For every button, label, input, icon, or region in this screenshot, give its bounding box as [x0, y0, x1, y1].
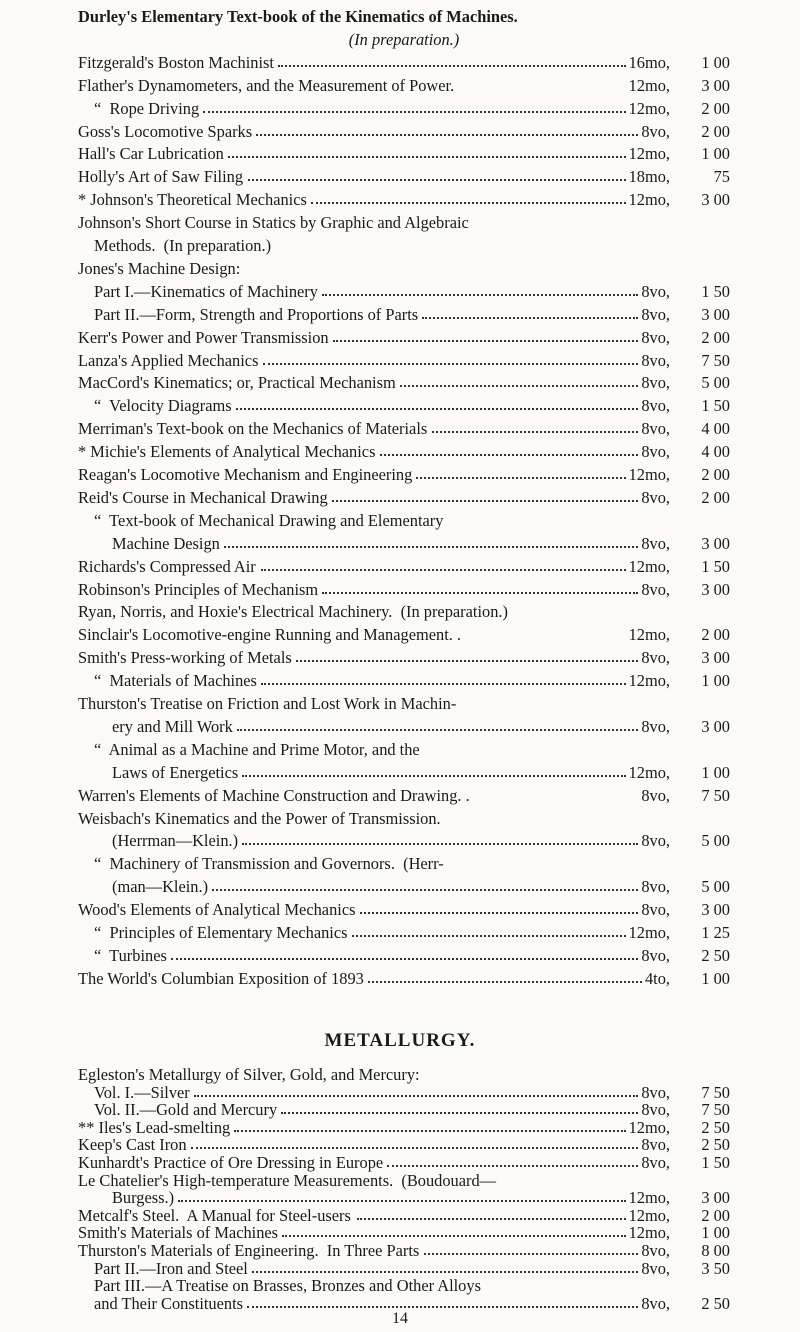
entry-title: Johnson's Short Course in Statics by Graphic and Algebraic: [78, 213, 469, 233]
entry-title: Part I.—Kinematics of Machinery: [94, 281, 318, 301]
dot-leader: [311, 202, 625, 204]
entry-format: 12mo,: [628, 1117, 670, 1137]
dot-leader: [368, 981, 642, 983]
entry-price: 3 00: [701, 579, 730, 599]
entry-title: “ Principles of Elementary Mechanics: [94, 923, 348, 942]
entry-price: 1 00: [701, 1223, 730, 1243]
dot-leader: [261, 569, 626, 571]
entry-format: 8vo,: [641, 1100, 670, 1120]
dot-leader: [252, 1271, 638, 1273]
entry-format: 8vo,: [641, 1082, 670, 1102]
section-heading-metallurgy: METALLURGY.: [324, 1030, 476, 1051]
dot-leader: [203, 111, 625, 113]
entry-format: 8vo,: [641, 533, 670, 553]
entry-format: 12mo,: [628, 556, 670, 576]
entry-format: 8vo,: [641, 487, 670, 507]
entry-title: Ryan, Norris, and Hoxie's Electrical Machinery. (In preparation.): [78, 602, 508, 622]
entry-title: The World's Columbian Exposition of 1893: [78, 968, 364, 988]
entry-price: 75: [713, 167, 730, 187]
entry-format: 12mo,: [628, 144, 670, 164]
entry-format: 12mo,: [628, 98, 670, 118]
entry-title: Hall's Car Lubrication: [78, 144, 224, 164]
entry-price: 2 00: [701, 98, 730, 118]
entry-title: ery and Mill Work: [112, 716, 233, 736]
entry-price: 2 00: [701, 465, 730, 484]
dot-leader: [234, 1130, 625, 1132]
dot-leader: [360, 912, 638, 914]
entry-price: 1 50: [701, 281, 730, 301]
dot-leader: [228, 156, 626, 158]
dot-leader: [236, 408, 638, 410]
dot-leader: [242, 843, 638, 845]
dot-leader: [191, 1147, 639, 1149]
entry-format: 8vo,: [641, 396, 670, 416]
entry-title: Part III.—A Treatise on Brasses, Bronzes and Other Alloys: [94, 1276, 481, 1296]
entry-title: Kerr's Power and Power Transmission: [78, 327, 329, 347]
entry-title: “ Turbines: [94, 945, 167, 965]
dot-leader: [242, 775, 625, 777]
entry-price: 1 50: [701, 1153, 730, 1172]
dot-leader: [171, 958, 638, 960]
dot-leader: [357, 1218, 626, 1220]
dot-leader: [322, 294, 638, 296]
entry-title: Wood's Elements of Analytical Mechanics: [78, 900, 356, 920]
entry-price: 1 00: [701, 671, 730, 691]
entry-format: 8vo,: [641, 1258, 670, 1278]
entry-price: 7 50: [701, 350, 730, 370]
entry-title: Merriman's Text-book on the Mechanics of Materials: [78, 419, 428, 439]
entry-title: Flather's Dynamometers, and the Measurement of Power.: [78, 75, 455, 95]
entry-format: 12mo,: [628, 671, 670, 691]
entry-format: 8vo,: [641, 716, 670, 736]
entry-format: 8vo,: [641, 648, 670, 668]
entry-title: ** Iles's Lead-smelting: [78, 1117, 231, 1137]
entry-format: 8vo,: [641, 281, 670, 301]
entry-format: 8vo,: [641, 579, 670, 599]
entry-price: 1 50: [701, 396, 730, 416]
entry-format: 12mo,: [628, 75, 670, 95]
entry-format: 8vo,: [641, 1135, 670, 1155]
entry-price: 5 00: [701, 831, 730, 851]
dot-leader: [422, 317, 638, 319]
entry-title: Part II.—Form, Strength and Proportions of Parts: [94, 304, 419, 324]
dot-leader: [247, 1306, 638, 1308]
entry-price: 1 25: [701, 923, 730, 942]
entry-title: Smith's Materials of Machines: [78, 1223, 279, 1243]
entry-format: 8vo,: [641, 1293, 670, 1313]
entry-format: 4to,: [644, 968, 670, 988]
entry-price: 5 00: [701, 877, 730, 897]
entry-price: 7 50: [701, 1082, 730, 1102]
entry-title: Metcalf's Steel. A Manual for Steel-users: [78, 1205, 351, 1225]
entry-format: 18mo,: [628, 167, 670, 187]
entry-price: 2 00: [701, 1205, 730, 1225]
entry-format: 12mo,: [628, 190, 670, 210]
entry-title: Reid's Course in Mechanical Drawing: [78, 487, 328, 507]
entry-title: Le Chatelier's High-temperature Measurements. (Boudouard—: [78, 1170, 497, 1190]
dot-leader: [261, 683, 626, 685]
entry-format: 16mo,: [628, 52, 670, 72]
entry-price: 1 00: [701, 144, 730, 164]
entry-format: 8vo,: [641, 304, 670, 324]
entry-price: 1 00: [701, 762, 730, 782]
entry-title: Holly's Art of Saw Filing: [78, 167, 244, 187]
entry-title: Goss's Locomotive Sparks: [78, 121, 253, 141]
entry-price: 3 00: [701, 190, 730, 210]
dot-leader: [322, 592, 638, 594]
entry-price: 2 00: [701, 625, 730, 645]
entry-title: and Their Constituents: [94, 1293, 244, 1313]
entry-price: 2 00: [701, 121, 730, 141]
entry-title: “ Animal as a Machine and Prime Motor, and the: [94, 739, 420, 759]
dot-leader: [352, 935, 626, 937]
entry-format: 8vo,: [641, 350, 670, 370]
dot-leader: [212, 889, 638, 891]
dot-leader: [296, 660, 639, 662]
entry-price: 4 00: [701, 419, 730, 439]
entry-title: Sinclair's Locomotive-engine Running and Management. .: [78, 625, 462, 645]
entry-price: 3 00: [701, 900, 730, 920]
entry-format: 12mo,: [628, 1223, 670, 1243]
entry-format: 8vo,: [641, 877, 670, 897]
entry-title: Reagan's Locomotive Mechanism and Engineering: [78, 465, 413, 484]
entry-price: 3 00: [701, 648, 730, 668]
entry-title: “ Rope Driving: [94, 98, 200, 118]
entry-format: 8vo,: [641, 945, 670, 965]
entry-format: 8vo,: [641, 121, 670, 141]
page-number: 14: [392, 1310, 408, 1327]
dot-leader: [256, 134, 638, 136]
dot-leader: [237, 729, 638, 731]
entry-format: 12mo,: [628, 465, 670, 484]
entry-title: * Michie's Elements of Analytical Mechanics: [78, 442, 376, 462]
entry-price: 7 50: [701, 785, 730, 805]
entry-price: 8 00: [701, 1241, 730, 1260]
entry-title: Warren's Elements of Machine Construction and Drawing. .: [78, 785, 470, 805]
entry-title: “ Text-book of Mechanical Drawing and Elementary: [94, 510, 444, 530]
entry-title: Part II.—Iron and Steel: [94, 1258, 248, 1278]
entry-title: Burgess.): [112, 1188, 175, 1208]
entry-price: 2 50: [701, 1117, 730, 1137]
entry-price: 2 50: [701, 1293, 730, 1313]
entry-price: 4 00: [701, 442, 730, 462]
entry-price: 2 50: [701, 1135, 730, 1155]
dot-leader: [332, 500, 639, 502]
entry-title: Vol. I.—Silver: [94, 1082, 190, 1102]
entry-title: “ Velocity Diagrams: [94, 396, 232, 416]
entry-price: 3 00: [701, 533, 730, 553]
entry-title: Methods. (In preparation.): [94, 236, 272, 255]
entry-title: Egleston's Metallurgy of Silver, Gold, and Mercury:: [78, 1065, 420, 1084]
entry-title: Lanza's Applied Mechanics: [78, 350, 259, 370]
dot-leader: [224, 546, 638, 548]
entry-title: (man—Klein.): [112, 877, 209, 897]
entry-price: 7 50: [701, 1100, 730, 1120]
entry-price: 2 00: [701, 487, 730, 507]
entry-format: 8vo,: [641, 373, 670, 393]
catalog-entry: (In preparation.): [348, 29, 460, 49]
entry-title: MacCord's Kinematics; or, Practical Mechanism: [78, 373, 396, 393]
entry-title: Keep's Cast Iron: [78, 1135, 187, 1155]
dot-leader: [194, 1095, 639, 1097]
entry-title: * Johnson's Theoretical Mechanics: [78, 190, 307, 210]
dot-leader: [432, 431, 639, 433]
entry-price: 3 00: [701, 716, 730, 736]
dot-leader: [281, 1112, 638, 1114]
entry-price: 3 50: [701, 1258, 730, 1278]
dot-leader: [278, 65, 626, 67]
entry-title: Richards's Compressed Air: [78, 556, 256, 576]
entry-format: 8vo,: [641, 900, 670, 920]
entry-title: Fitzgerald's Boston Machinist: [78, 52, 274, 72]
entry-title: Smith's Press-working of Metals: [78, 648, 292, 668]
entry-price: 3 00: [701, 304, 730, 324]
entry-format: 8vo,: [641, 1241, 670, 1260]
entry-title: Durley's Elementary Text-book of the Kinematics of Machines.: [78, 7, 518, 26]
entry-price: 3 00: [701, 75, 730, 95]
dot-leader: [333, 340, 638, 342]
entry-title: Kunhardt's Practice of Ore Dressing in Europe: [78, 1153, 384, 1172]
entry-title: Thurston's Materials of Engineering. In Three Parts: [78, 1241, 420, 1260]
entry-format: 8vo,: [641, 442, 670, 462]
dot-leader: [387, 1165, 638, 1167]
entry-price: 2 50: [701, 945, 730, 965]
entry-title: Jones's Machine Design:: [78, 258, 241, 278]
entry-title: “ Machinery of Transmission and Governors. (Herr-: [94, 854, 444, 874]
entry-price: 1 50: [701, 556, 730, 576]
entry-title: Vol. II.—Gold and Mercury: [94, 1100, 278, 1120]
entry-title: (Herrman—Klein.): [112, 831, 239, 851]
dot-leader: [424, 1253, 639, 1255]
entry-price: 1 00: [701, 52, 730, 72]
entry-format: 8vo,: [641, 419, 670, 439]
entry-price: 2 00: [701, 327, 730, 347]
dot-leader: [416, 477, 625, 479]
dot-leader: [282, 1235, 626, 1237]
entry-price: 5 00: [701, 373, 730, 393]
entry-format: 8vo,: [641, 1153, 670, 1172]
entry-format: 12mo,: [628, 1205, 670, 1225]
entry-format: 8vo,: [641, 831, 670, 851]
entry-format: 8vo,: [641, 785, 670, 805]
entry-format: 12mo,: [628, 762, 670, 782]
dot-leader: [263, 363, 638, 365]
entry-price: 3 00: [701, 1188, 730, 1208]
entry-title: Laws of Energetics: [112, 762, 239, 782]
dot-leader: [248, 179, 626, 181]
entry-title: Weisbach's Kinematics and the Power of Transmission.: [78, 808, 441, 828]
entry-format: 12mo,: [628, 625, 670, 645]
entry-title: Robinson's Principles of Mechanism: [78, 579, 319, 599]
entry-format: 12mo,: [628, 923, 670, 942]
entry-format: 12mo,: [628, 1188, 670, 1208]
dot-leader: [178, 1200, 625, 1202]
entry-title: Machine Design: [112, 533, 220, 553]
dot-leader: [380, 454, 638, 456]
entry-price: 1 00: [701, 968, 730, 988]
entry-format: 8vo,: [641, 327, 670, 347]
dot-leader: [400, 385, 639, 387]
entry-title: “ Materials of Machines: [94, 671, 257, 691]
entry-title: Thurston's Treatise on Friction and Lost Work in Machin-: [78, 694, 457, 713]
